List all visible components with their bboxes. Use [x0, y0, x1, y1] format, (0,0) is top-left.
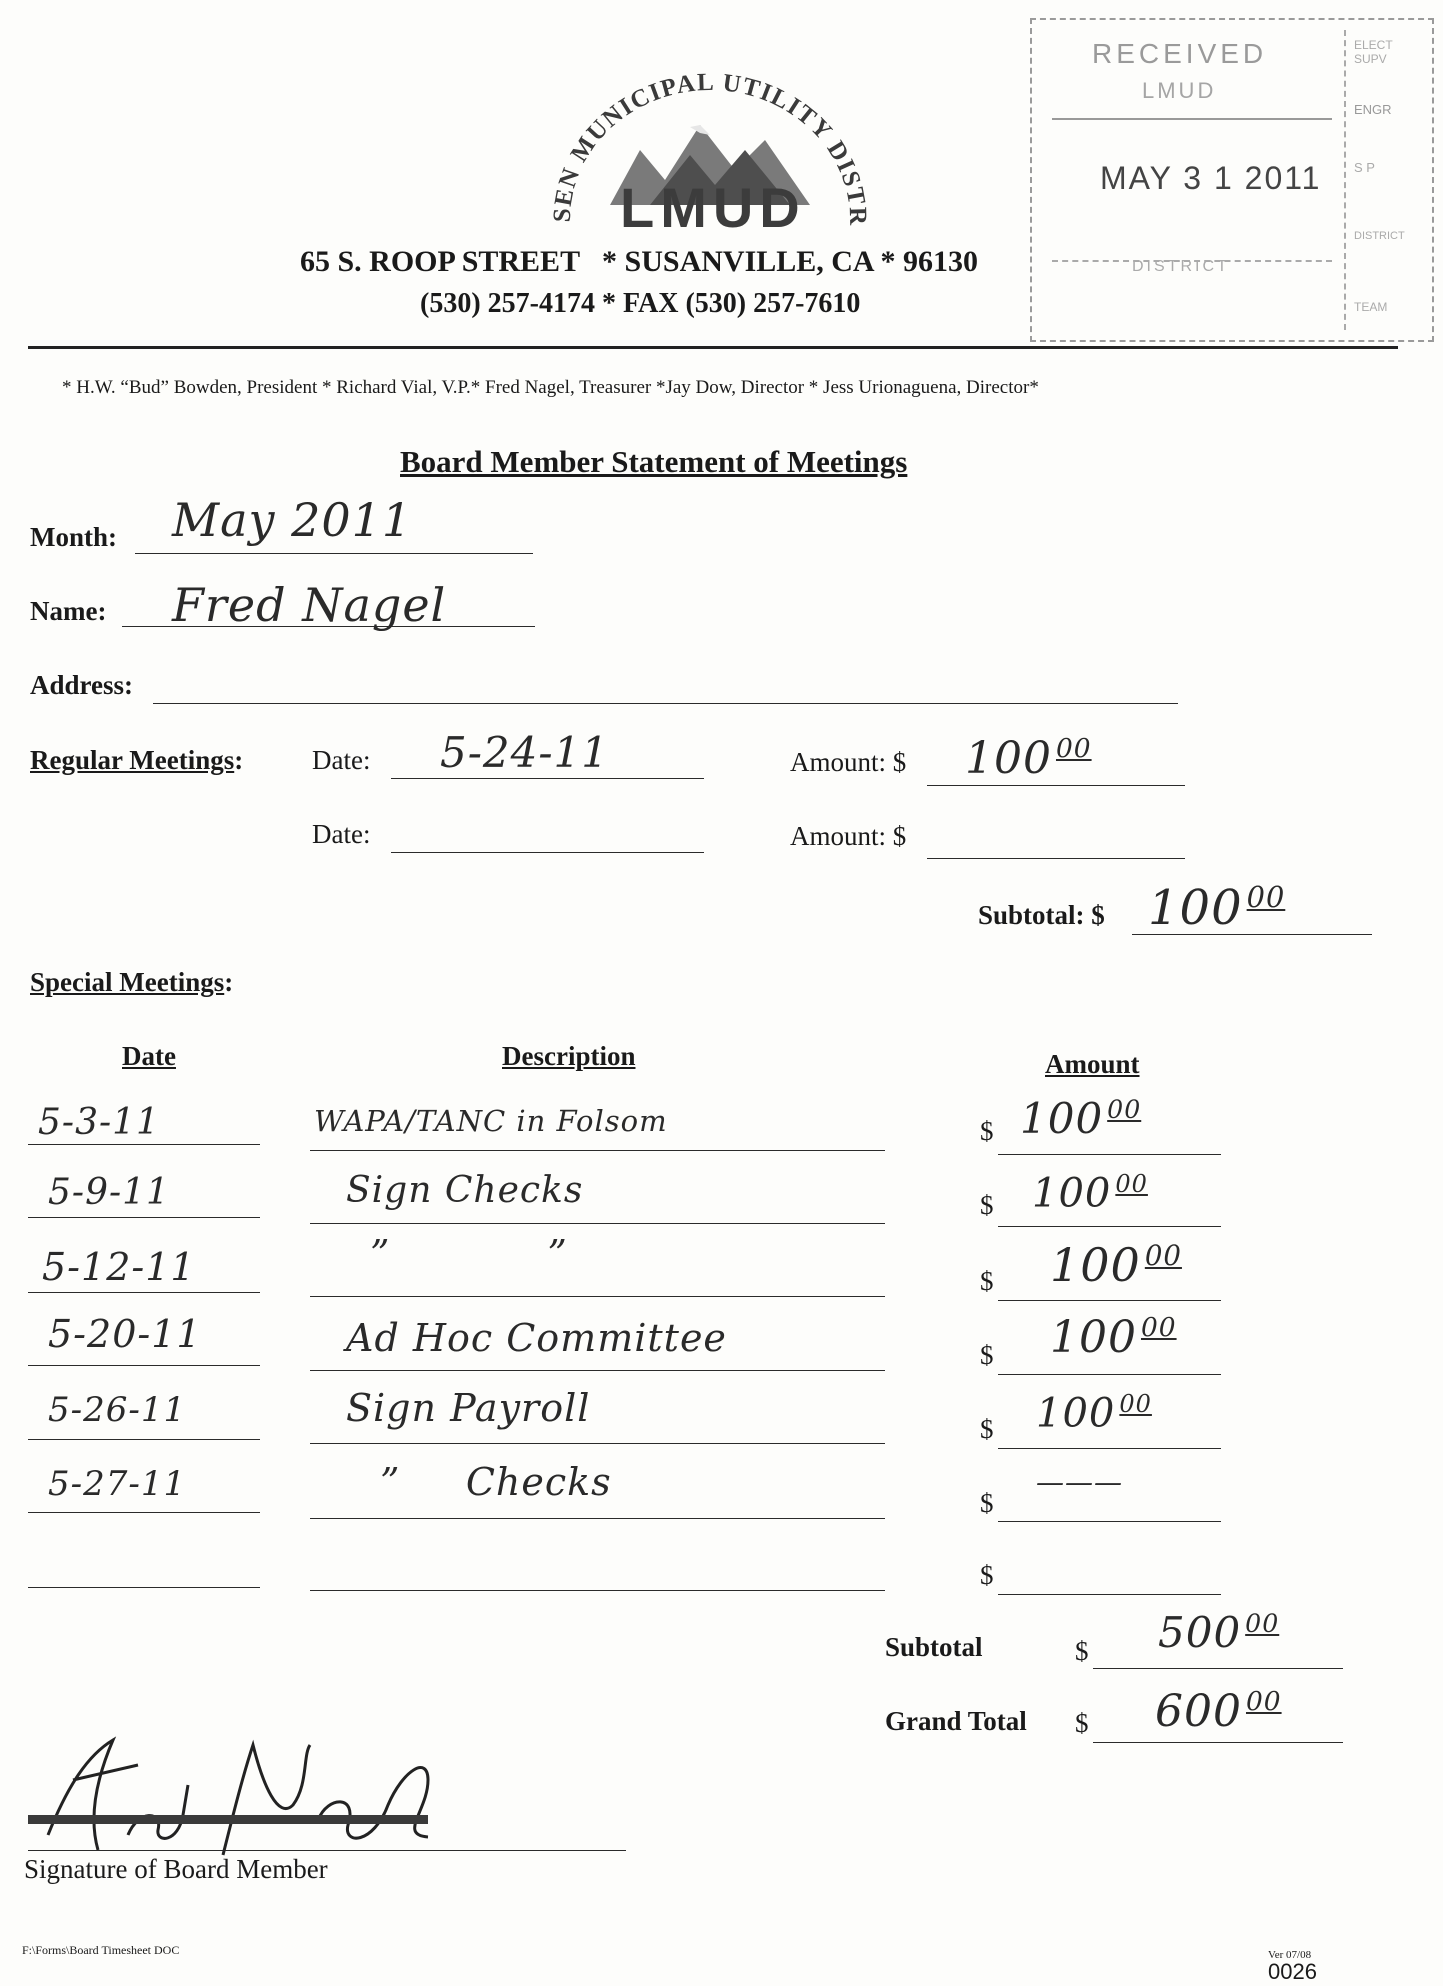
- special-row-amount-dollars: 100: [1020, 1094, 1104, 1143]
- special-row-dollar: $: [980, 1190, 994, 1220]
- col-header-amount: Amount: [1045, 1049, 1140, 1079]
- special-row-amount-dollars: 100: [1032, 1170, 1112, 1217]
- grand-total-value: [1155, 1686, 1282, 1737]
- district-logo: [540, 55, 880, 245]
- special-row-description: Sign Payroll: [346, 1386, 591, 1430]
- name-label: Name:: [30, 596, 107, 626]
- stamp-district-text: DISTRICT: [1132, 258, 1230, 275]
- regular-amount-line: [927, 785, 1185, 786]
- name-value: Fred Nagel: [172, 578, 447, 632]
- special-row-date-line: [28, 1587, 260, 1588]
- special-row-description: Sign Checks: [346, 1170, 584, 1211]
- regular-amount-value: [965, 733, 1092, 784]
- special-subtotal-value: [1158, 1608, 1279, 1657]
- special-row-description-line: [310, 1443, 885, 1444]
- col-header-description: Description: [502, 1041, 636, 1071]
- stamp-side-item: DISTRICT: [1354, 230, 1405, 242]
- special-row-amount-line: [998, 1594, 1221, 1595]
- grand-total-dollar: $: [1075, 1708, 1089, 1738]
- special-row-amount-dollars: ———: [1036, 1465, 1123, 1499]
- special-row-date: 5-12-11: [42, 1245, 196, 1289]
- special-subtotal-dollars: 500: [1158, 1608, 1242, 1657]
- letterhead-phone-fax: (530) 257-4174 * FAX (530) 257-7610: [420, 288, 861, 319]
- grand-total-label: Grand Total: [885, 1706, 1027, 1736]
- special-row-date-line: [28, 1365, 260, 1366]
- special-row-date: 5-3-11: [38, 1102, 160, 1143]
- special-row-date: 5-20-11: [48, 1312, 202, 1356]
- grand-total-cents: 00: [1245, 1686, 1282, 1718]
- special-meetings-label: [30, 967, 233, 998]
- special-row-amount: [1036, 1390, 1152, 1436]
- special-subtotal-line: [1093, 1668, 1343, 1669]
- signature-label: Signature of Board Member: [24, 1854, 328, 1884]
- regular-amount-label: Amount: $: [790, 747, 907, 777]
- regular-date-label: Date:: [312, 745, 371, 775]
- special-row-dollar: $: [980, 1340, 994, 1370]
- regular-subtotal-value: [1148, 880, 1285, 936]
- regular-meetings-label: [30, 745, 243, 776]
- special-row-amount-cents: 00: [1115, 1170, 1148, 1198]
- special-row-description: ” ”: [370, 1232, 568, 1276]
- grand-total-dollars: 600: [1155, 1686, 1242, 1737]
- stamp-side-item: ELECT SUPV: [1354, 38, 1393, 66]
- special-meetings-colon: :: [224, 967, 234, 997]
- regular-subtotal-dollars: 100: [1148, 880, 1243, 936]
- regular-date2-label: Date:: [312, 819, 371, 849]
- special-row-date-line: [28, 1292, 260, 1293]
- received-stamp: [1030, 18, 1434, 342]
- stamp-side-item: S P: [1354, 160, 1375, 175]
- special-row-description: WAPA/TANC in Folsom: [314, 1104, 668, 1138]
- special-row-description-line: [310, 1370, 885, 1371]
- handwritten-signature: [28, 1725, 488, 1865]
- special-row-amount: [1050, 1312, 1177, 1363]
- signature-line: [28, 1850, 626, 1851]
- special-row-amount-cents: 00: [1107, 1095, 1142, 1124]
- stamp-date: MAY 3 1 2011: [1100, 160, 1322, 196]
- special-row-description-line: [310, 1296, 885, 1297]
- special-row-amount: [1036, 1545, 1040, 1585]
- special-row-dollar: $: [980, 1560, 994, 1590]
- special-row-amount-line: [998, 1374, 1221, 1375]
- address-line: [153, 703, 1178, 704]
- special-row-date: 5-26-11: [48, 1390, 187, 1430]
- special-subtotal-cents: 00: [1245, 1609, 1280, 1638]
- stamp-received-text: RECEIVED: [1092, 38, 1268, 69]
- special-row-amount-cents: 00: [1144, 1238, 1182, 1272]
- special-row-date-line: [28, 1217, 260, 1218]
- regular-amount2-label: Amount: $: [790, 821, 907, 851]
- form-title: Board Member Statement of Meetings: [400, 444, 908, 479]
- letterhead-address: 65 S. ROOP STREET * SUSANVILLE, CA * 96130: [300, 245, 978, 278]
- special-row-dollar: $: [980, 1266, 994, 1296]
- month-label: Month:: [30, 522, 117, 552]
- special-row-description: Ad Hoc Committee: [346, 1316, 727, 1360]
- special-row-amount-line: [998, 1300, 1221, 1301]
- special-row-amount-dollars: 100: [1036, 1390, 1116, 1437]
- stamp-sub-text: LMUD: [1142, 78, 1217, 103]
- special-row-date: 5-9-11: [48, 1172, 170, 1213]
- special-row-amount: [1032, 1170, 1148, 1216]
- special-row-amount-line: [998, 1226, 1221, 1227]
- regular-subtotal-cents: 00: [1246, 880, 1286, 914]
- regular-amount2-line: [927, 858, 1185, 859]
- stamp-side-column: [1344, 30, 1424, 330]
- month-line: [135, 553, 533, 554]
- logo-initials: LMUD: [620, 176, 806, 239]
- svg-text:LASSEN MUNICIPAL UTILITY DISTR: SEN MUNICIPAL UTILITY DISTR: [548, 68, 872, 227]
- special-subtotal-dollar: $: [1075, 1636, 1089, 1666]
- special-row-amount-cents: 00: [1140, 1312, 1177, 1344]
- regular-date-value: 5-24-11: [440, 728, 609, 777]
- footer-page-number: 0026: [1268, 1959, 1317, 1984]
- special-row-date-line: [28, 1439, 260, 1440]
- special-row-amount-dollars: 100: [1050, 1312, 1137, 1363]
- special-row-description-line: [310, 1518, 885, 1519]
- address-label: Address:: [30, 670, 134, 700]
- regular-amount-dollars: 100: [965, 733, 1052, 784]
- footer-file-path: F:\Forms\Board Timesheet DOC: [22, 1943, 180, 1957]
- regular-date2-line: [391, 852, 704, 853]
- footer-version: Ver 07/08: [1268, 1949, 1312, 1961]
- regular-subtotal-label: Subtotal: $: [978, 900, 1105, 930]
- month-value: May 2011: [172, 493, 413, 547]
- special-row-amount-dollars: 100: [1050, 1238, 1141, 1292]
- special-row-description-line: [310, 1150, 885, 1151]
- special-row-date-line: [28, 1512, 260, 1513]
- stamp-side-item: ENGR: [1354, 102, 1392, 117]
- special-row-description-line: [310, 1590, 885, 1591]
- col-header-date: Date: [122, 1041, 176, 1071]
- special-row-amount-line: [998, 1448, 1221, 1449]
- stamp-side-item: TEAM: [1354, 300, 1388, 314]
- regular-amount2-value: [965, 810, 969, 856]
- special-subtotal-label: Subtotal: [885, 1632, 983, 1662]
- special-row-dollar: $: [980, 1414, 994, 1444]
- letterhead-rule: [28, 346, 1398, 349]
- special-meetings-text: Special Meetings: [30, 967, 225, 997]
- regular-meetings-text: Regular Meetings: [30, 745, 235, 775]
- regular-date-line: [391, 778, 704, 779]
- special-row-amount-cents: 00: [1119, 1390, 1152, 1418]
- grand-total-line: [1093, 1742, 1343, 1743]
- regular-meetings-colon: :: [234, 745, 244, 775]
- special-row-amount: [1036, 1465, 1127, 1498]
- special-row-amount: [1050, 1238, 1182, 1292]
- special-row-dollar: $: [980, 1488, 994, 1518]
- special-row-amount-line: [998, 1521, 1221, 1522]
- special-row-amount: [1020, 1094, 1141, 1143]
- board-members-list: * H.W. “Bud” Bowden, President * Richard Vial, V.P.* Fred Nagel, Treasurer *Jay Dow, Director * Jess Urionaguena, Director*: [62, 377, 1039, 398]
- special-row-description-line: [310, 1223, 885, 1224]
- special-row-amount-line: [998, 1154, 1221, 1155]
- regular-amount-cents: 00: [1055, 733, 1092, 765]
- special-row-description: ” Checks: [380, 1460, 612, 1504]
- special-row-date-line: [28, 1144, 260, 1145]
- special-row-date: 5-27-11: [48, 1464, 187, 1504]
- special-row-dollar: $: [980, 1116, 994, 1146]
